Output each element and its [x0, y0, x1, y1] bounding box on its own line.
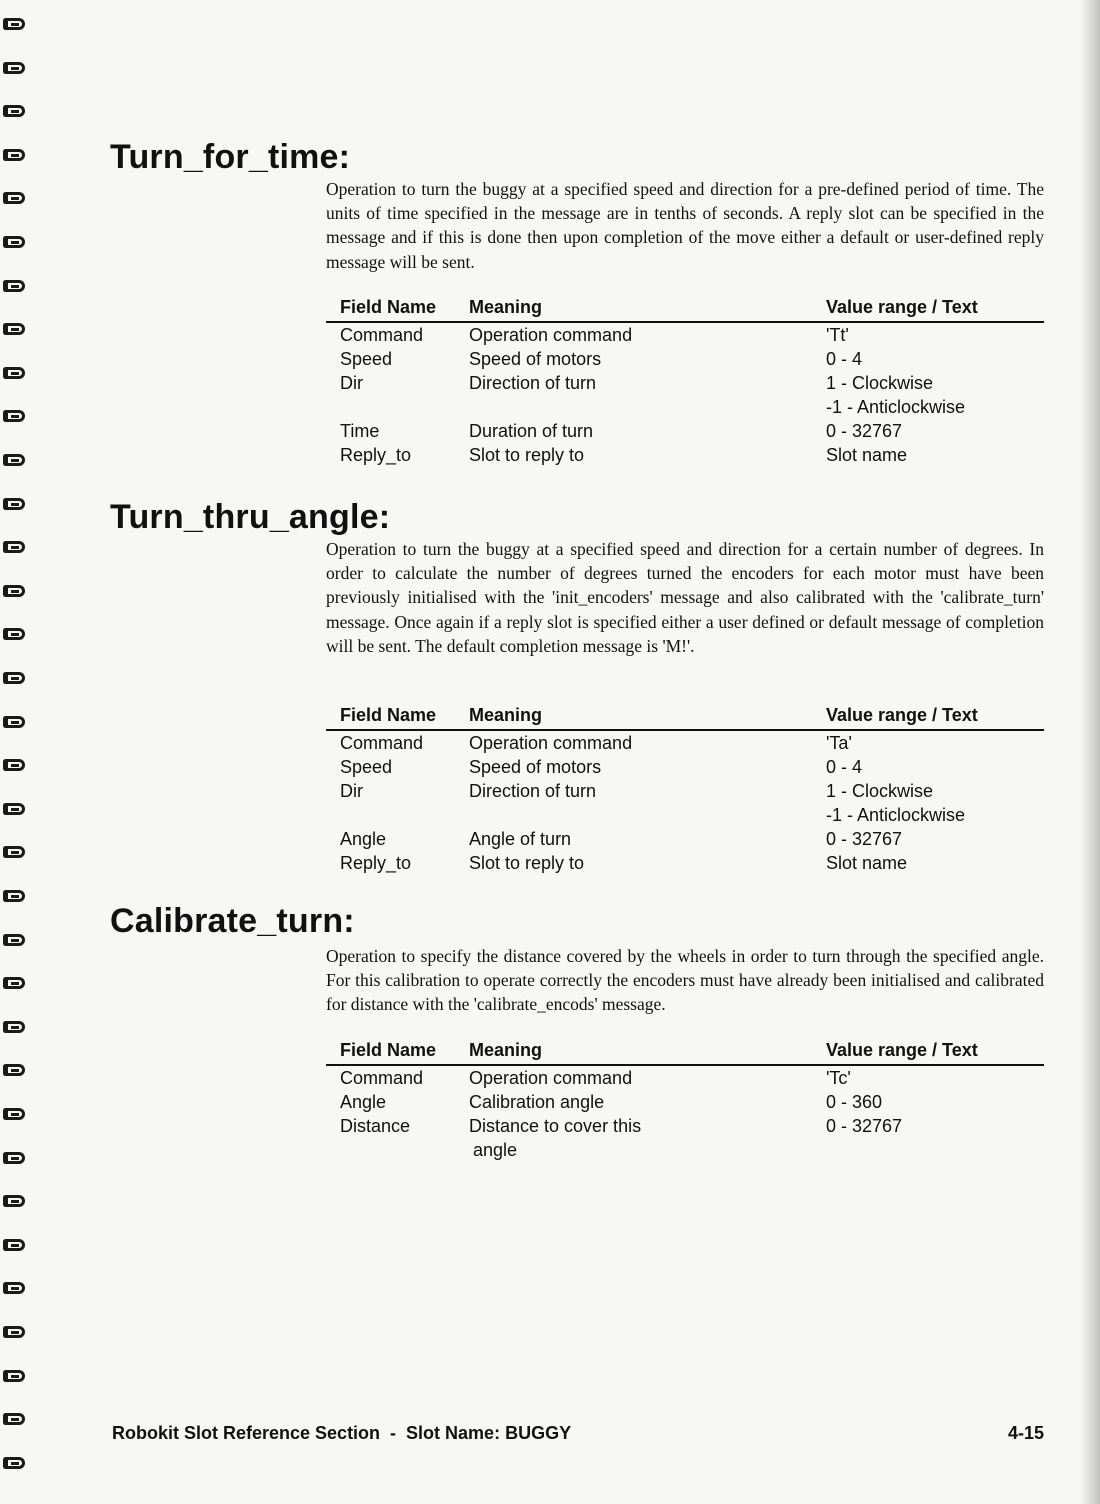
binding-ring — [3, 977, 25, 989]
field-meaning: Slot to reply to — [469, 853, 585, 873]
binding-ring — [3, 1326, 25, 1338]
field-name: Distance — [340, 1116, 411, 1136]
column-header-field-name: Field Name — [340, 1040, 437, 1060]
table-header — [326, 1040, 1044, 1066]
column-header-meaning: Meaning — [469, 297, 543, 317]
field-meaning: Speed of motors — [469, 349, 602, 369]
table-row — [326, 1090, 1044, 1114]
binding-ring — [3, 1239, 25, 1251]
table-row — [326, 755, 1044, 779]
column-header-field-name: Field Name — [340, 297, 437, 317]
field-meaning: Operation command — [469, 325, 633, 345]
table-header — [326, 297, 1044, 323]
binding-ring — [3, 846, 25, 858]
section-heading: Calibrate_turn: — [110, 902, 355, 940]
column-header-value-range: Value range / Text — [826, 705, 978, 725]
field-name: Command — [340, 733, 424, 753]
field-name: Angle — [340, 1092, 387, 1112]
binding-ring — [3, 716, 25, 728]
binding-ring — [3, 367, 25, 379]
field-name: Angle — [340, 829, 387, 849]
field-meaning: Direction of turn — [469, 373, 597, 393]
section-heading: Turn_for_time: — [110, 138, 351, 176]
binding-ring — [3, 454, 25, 466]
field-value-line-2: -1 - Anticlockwise — [826, 397, 966, 417]
table-row — [326, 1066, 1044, 1090]
field-meaning: Operation command — [469, 733, 633, 753]
field-value: 0 - 360 — [826, 1092, 883, 1112]
binding-ring — [3, 803, 25, 815]
field-meaning-line-2: angle — [473, 1140, 518, 1160]
field-value: Slot name — [826, 445, 908, 465]
section-description: Operation to specify the distance covered by the wheels in order to turn through the specified angle. For this calibration to operate correctly the encoders must have already been initialised and calibrated for distance with the 'calibrate_encods' message. — [326, 946, 1044, 1015]
table-row — [326, 779, 1044, 827]
binding-ring — [3, 1282, 25, 1294]
field-value: 1 - Clockwise — [826, 781, 934, 801]
table-row — [326, 443, 1044, 467]
field-table — [326, 1040, 1044, 1162]
field-value: 'Ta' — [826, 733, 852, 753]
binding-ring — [3, 410, 25, 422]
binding-ring — [3, 585, 25, 597]
table-row — [326, 1114, 1044, 1162]
field-value-line-2: -1 - Anticlockwise — [826, 805, 966, 825]
binding-ring — [3, 236, 25, 248]
binding-ring — [3, 149, 25, 161]
binding-ring — [3, 1413, 25, 1425]
page-edge-shadow — [1080, 0, 1100, 1504]
column-header-field-name: Field Name — [340, 705, 437, 725]
binding-ring — [3, 1457, 25, 1469]
table-row — [326, 347, 1044, 371]
field-meaning: Direction of turn — [469, 781, 597, 801]
binding-ring — [3, 628, 25, 640]
field-name: Time — [340, 421, 380, 441]
column-header-value-range: Value range / Text — [826, 1040, 978, 1060]
table-row — [326, 731, 1044, 755]
binding-ring — [3, 934, 25, 946]
binding-ring — [3, 280, 25, 292]
page-number: 4-15 — [1008, 1423, 1045, 1443]
section-description: Operation to turn the buggy at a specified speed and direction for a pre-defined period of time. The units of time specified in the message are in tenths of seconds. A reply slot can be specified in the message and if this is done then upon completion of the move either a default or user-defined reply message will be sent. — [326, 179, 1044, 272]
binding-ring — [3, 672, 25, 684]
binding-ring — [3, 18, 25, 30]
field-meaning: Calibration angle — [469, 1092, 605, 1112]
binding-ring — [3, 105, 25, 117]
binding-ring — [3, 541, 25, 553]
table-row — [326, 323, 1044, 347]
field-value: 0 - 32767 — [826, 1116, 903, 1136]
binding-ring — [3, 1021, 25, 1033]
spiral-binding — [0, 0, 34, 1504]
footer-section-title: Robokit Slot Reference Section - Slot Name: BUGGY — [112, 1423, 572, 1443]
binding-ring — [3, 1370, 25, 1382]
binding-ring — [3, 498, 25, 510]
binding-ring — [3, 323, 25, 335]
binding-ring — [3, 192, 25, 204]
field-table — [326, 297, 1044, 467]
table-row — [326, 419, 1044, 443]
field-name: Dir — [340, 373, 363, 393]
field-value: 0 - 4 — [826, 757, 863, 777]
field-name: Speed — [340, 757, 393, 777]
field-name: Reply_to — [340, 445, 412, 465]
field-name: Speed — [340, 349, 393, 369]
field-meaning: Distance to cover this — [469, 1116, 642, 1136]
binding-ring — [3, 890, 25, 902]
section-heading: Turn_thru_angle: — [110, 498, 391, 536]
field-meaning: Speed of motors — [469, 757, 602, 777]
field-meaning: Slot to reply to — [469, 445, 585, 465]
column-header-meaning: Meaning — [469, 705, 543, 725]
table-header — [326, 705, 1044, 731]
binding-ring — [3, 1195, 25, 1207]
table-row — [326, 827, 1044, 851]
binding-ring — [3, 62, 25, 74]
binding-ring — [3, 1064, 25, 1076]
column-header-meaning: Meaning — [469, 1040, 543, 1060]
column-header-value-range: Value range / Text — [826, 297, 978, 317]
field-name: Dir — [340, 781, 363, 801]
field-value: 0 - 32767 — [826, 421, 903, 441]
field-meaning: Angle of turn — [469, 829, 572, 849]
field-value: 0 - 4 — [826, 349, 863, 369]
field-name: Command — [340, 325, 424, 345]
binding-ring — [3, 1152, 25, 1164]
section-description: Operation to turn the buggy at a specified speed and direction for a certain number of degrees. In order to calculate the number of degrees turned the encoders for each motor must have been previously initialised with the 'init_encoders' message and also calibrated with the 'calibrate_turn' message. Once again if a reply slot is specified either a user defined or default message of completion will be sent. The default completion message is 'M!'. — [326, 539, 1044, 656]
field-name: Reply_to — [340, 853, 412, 873]
binding-ring — [3, 759, 25, 771]
field-value: 'Tt' — [826, 325, 849, 345]
field-value: 1 - Clockwise — [826, 373, 934, 393]
field-value: Slot name — [826, 853, 908, 873]
table-row — [326, 371, 1044, 419]
field-meaning: Duration of turn — [469, 421, 594, 441]
field-meaning: Operation command — [469, 1068, 633, 1088]
field-table — [326, 705, 1044, 875]
field-name: Command — [340, 1068, 424, 1088]
table-row — [326, 851, 1044, 875]
binding-ring — [3, 1108, 25, 1120]
field-value: 'Tc' — [826, 1068, 851, 1088]
field-value: 0 - 32767 — [826, 829, 903, 849]
